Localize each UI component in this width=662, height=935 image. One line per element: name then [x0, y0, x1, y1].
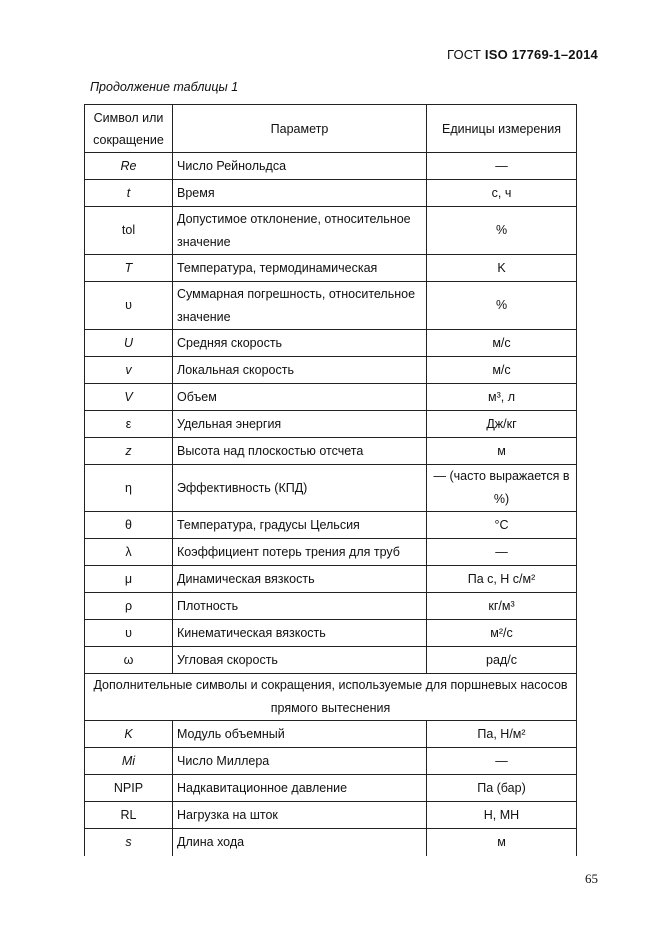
cell-parameter: Динамическая вязкость — [173, 566, 427, 593]
table-row — [85, 620, 577, 647]
header-standard: ISO 17769-1–2014 — [484, 47, 598, 62]
cell-symbol: v — [85, 357, 173, 384]
cell-unit: Дж/кг — [427, 411, 577, 438]
table-caption: Продолжение таблицы 1 — [90, 80, 239, 94]
cell-parameter: Допустимое отклонение, относительное значение — [173, 207, 427, 255]
cell-unit: с, ч — [427, 180, 577, 207]
cell-unit: Па (бар) — [427, 775, 577, 802]
cell-parameter: Время — [173, 180, 427, 207]
cell-symbol: λ — [85, 539, 173, 566]
cell-unit: °C — [427, 512, 577, 539]
cell-symbol: t — [85, 180, 173, 207]
cell-symbol: s — [85, 829, 173, 856]
symbols-table — [84, 104, 577, 856]
table-header-row — [85, 105, 577, 153]
cell-symbol: tol — [85, 207, 173, 255]
header-symbol: Символ или сокращение — [85, 105, 173, 153]
cell-parameter: Нагрузка на шток — [173, 802, 427, 829]
table-row — [85, 180, 577, 207]
cell-symbol: z — [85, 438, 173, 465]
cell-unit: Па, Н/м² — [427, 721, 577, 748]
cell-unit: рад/с — [427, 647, 577, 674]
cell-parameter: Эффективность (КПД) — [173, 465, 427, 512]
table-row — [85, 411, 577, 438]
cell-parameter: Длина хода — [173, 829, 427, 856]
cell-unit: — (часто выражается в %) — [427, 465, 577, 512]
table-row — [85, 802, 577, 829]
cell-parameter: Угловая скорость — [173, 647, 427, 674]
cell-symbol: η — [85, 465, 173, 512]
cell-symbol: V — [85, 384, 173, 411]
cell-unit: м²/с — [427, 620, 577, 647]
cell-unit: — — [427, 748, 577, 775]
cell-unit: м/с — [427, 330, 577, 357]
table-row — [85, 465, 577, 512]
cell-symbol: υ — [85, 620, 173, 647]
cell-unit: кг/м³ — [427, 593, 577, 620]
cell-unit: % — [427, 207, 577, 255]
cell-parameter: Суммарная погрешность, относительное значение — [173, 282, 427, 330]
cell-symbol: Re — [85, 153, 173, 180]
cell-unit: Па с, Н с/м² — [427, 566, 577, 593]
cell-parameter: Коэффициент потерь трения для труб — [173, 539, 427, 566]
cell-parameter: Число Миллера — [173, 748, 427, 775]
cell-parameter: Модуль объемный — [173, 721, 427, 748]
table-row — [85, 566, 577, 593]
cell-unit: Н, МН — [427, 802, 577, 829]
table-row — [85, 539, 577, 566]
cell-parameter: Число Рейнольдса — [173, 153, 427, 180]
table-row — [85, 255, 577, 282]
cell-symbol: RL — [85, 802, 173, 829]
cell-unit: м — [427, 829, 577, 856]
cell-parameter: Высота над плоскостью отсчета — [173, 438, 427, 465]
cell-symbol: K — [85, 721, 173, 748]
header-parameter: Параметр — [173, 105, 427, 153]
cell-symbol: μ — [85, 566, 173, 593]
cell-parameter: Надкавитационное давление — [173, 775, 427, 802]
header-unit: Единицы измерения — [427, 105, 577, 153]
cell-parameter: Объем — [173, 384, 427, 411]
cell-symbol: θ — [85, 512, 173, 539]
table-row — [85, 647, 577, 674]
cell-symbol: NPIP — [85, 775, 173, 802]
cell-unit: м — [427, 438, 577, 465]
section-title: Дополнительные символы и сокращения, используемые для поршневых насосов прямого вытеснения — [85, 674, 577, 721]
cell-parameter: Температура, градусы Цельсия — [173, 512, 427, 539]
cell-symbol: ε — [85, 411, 173, 438]
cell-symbol: T — [85, 255, 173, 282]
cell-unit: — — [427, 153, 577, 180]
header-prefix: ГОСТ — [446, 47, 485, 62]
table-row — [85, 748, 577, 775]
table-row — [85, 438, 577, 465]
table-row — [85, 357, 577, 384]
cell-unit: м³, л — [427, 384, 577, 411]
table-row — [85, 829, 577, 856]
table-row — [85, 721, 577, 748]
cell-symbol: Mi — [85, 748, 173, 775]
cell-parameter: Кинематическая вязкость — [173, 620, 427, 647]
document-header — [447, 47, 598, 62]
cell-unit: м/с — [427, 357, 577, 384]
table-row — [85, 593, 577, 620]
cell-unit: — — [427, 539, 577, 566]
table-row — [85, 330, 577, 357]
cell-parameter: Удельная энергия — [173, 411, 427, 438]
cell-parameter: Температура, термодинамическая — [173, 255, 427, 282]
cell-parameter: Средняя скорость — [173, 330, 427, 357]
cell-symbol: U — [85, 330, 173, 357]
cell-symbol: ρ — [85, 593, 173, 620]
table-row — [85, 282, 577, 330]
cell-parameter: Локальная скорость — [173, 357, 427, 384]
cell-unit: K — [427, 255, 577, 282]
cell-symbol: ω — [85, 647, 173, 674]
table-row — [85, 512, 577, 539]
cell-symbol: υ — [85, 282, 173, 330]
page-number: 65 — [585, 871, 598, 886]
cell-unit: % — [427, 282, 577, 330]
table-section-row — [85, 674, 577, 721]
table-row — [85, 384, 577, 411]
cell-parameter: Плотность — [173, 593, 427, 620]
table-row — [85, 207, 577, 255]
table-row — [85, 153, 577, 180]
table-row — [85, 775, 577, 802]
